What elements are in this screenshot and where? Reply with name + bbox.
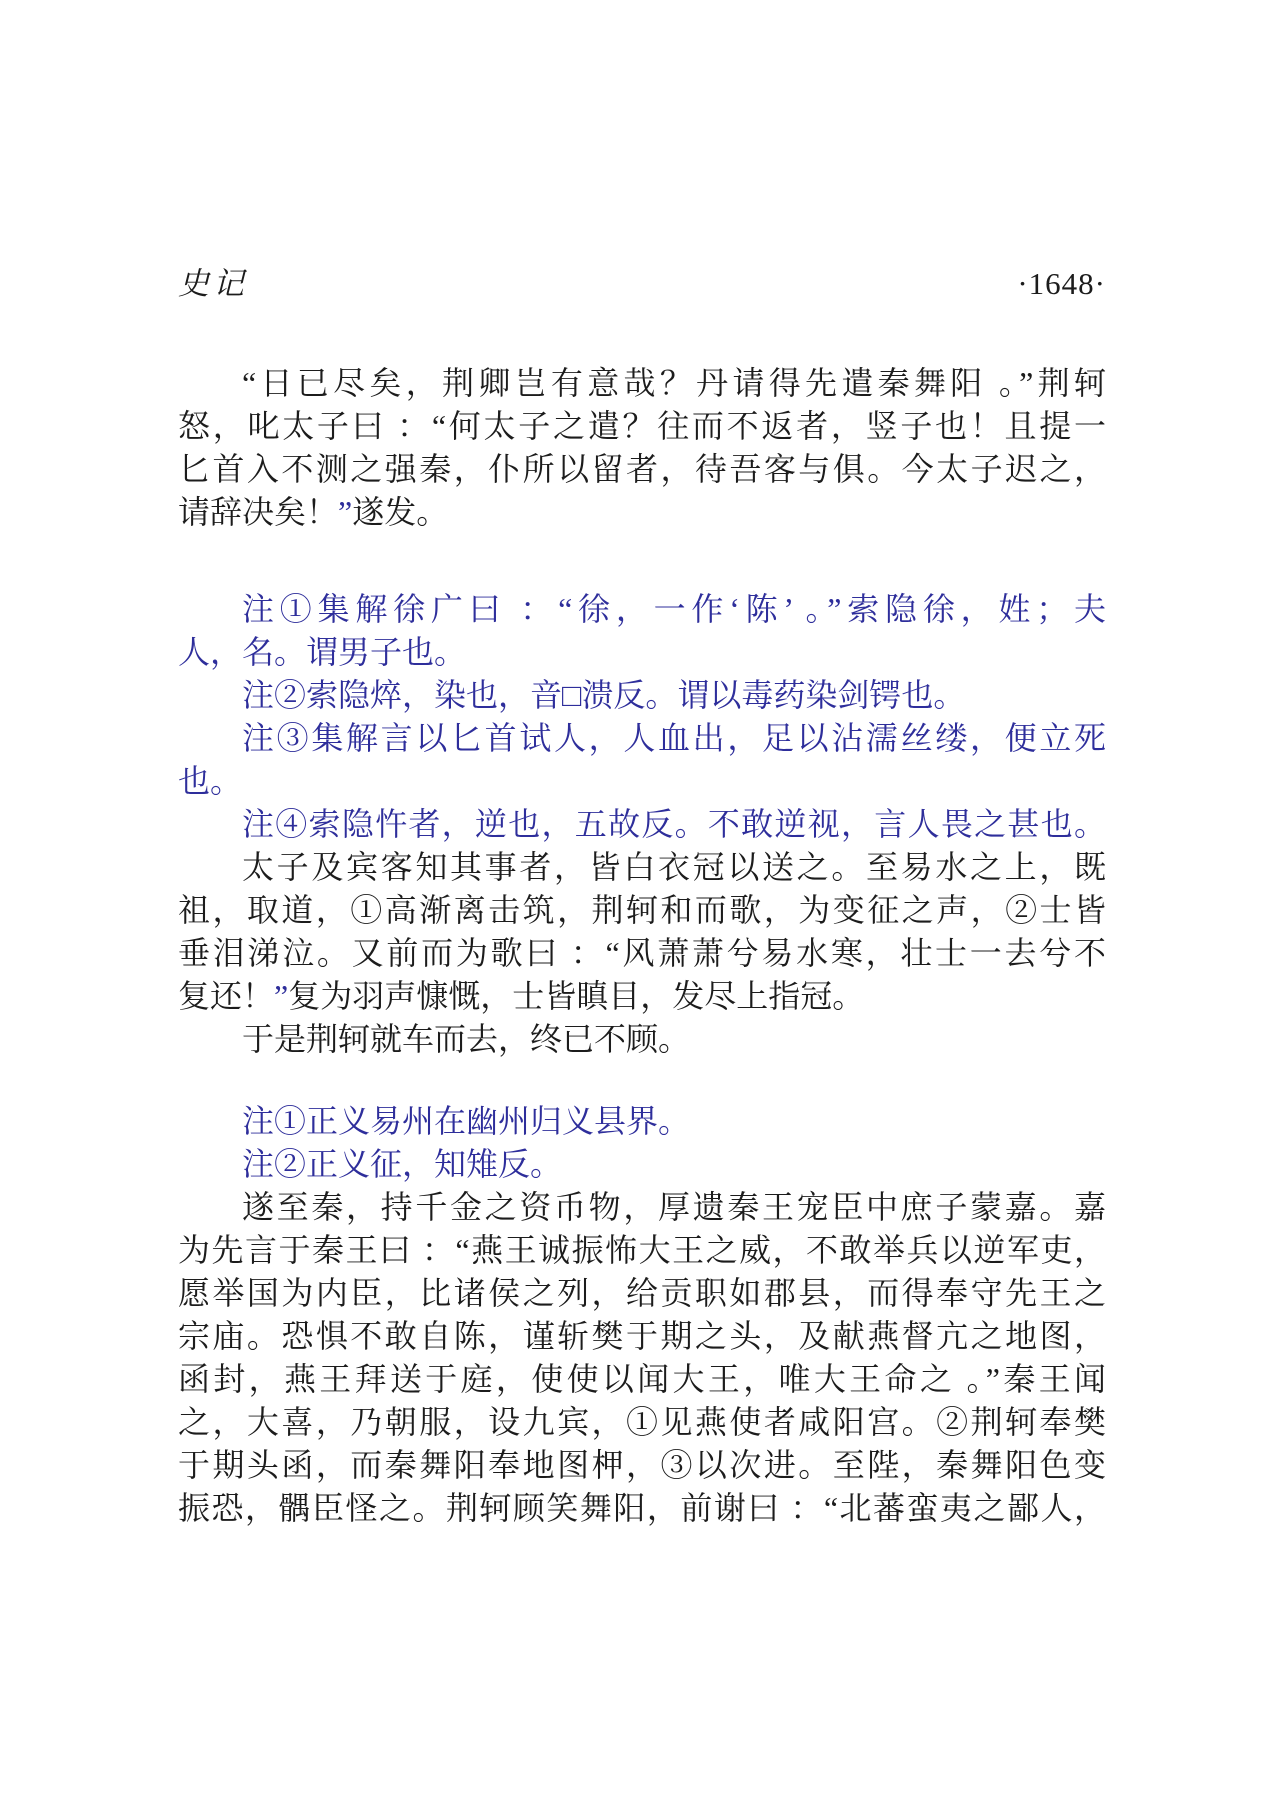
text-line [178,1018,1106,1061]
text-line [178,1358,1106,1401]
text-line [178,1315,1106,1358]
annotation-text: 也。 [178,763,243,799]
annotation-text: 注②索隐焠，染也，音□溃反。谓以毒药染剑锷也。 [242,677,966,713]
annotation-text: ” [274,978,289,1014]
text-line [178,717,1106,760]
body-text: 于是荆轲就车而去，终已不顾。 [242,1021,691,1057]
running-head-book-title: 史记 [178,266,248,301]
annotation-text: ” [338,494,353,530]
body-text: 遂至秦，持千金之资币物，厚遗秦王宠臣中庶子蒙嘉。嘉 [242,1189,1106,1225]
text-line [178,1401,1106,1444]
text-line [178,491,1106,534]
body-text: 宗庙。恐惧不敢自陈，谨斩樊于期之头，及献燕督亢之地图， [178,1318,1106,1354]
paragraph-gap [178,1061,1106,1100]
text-line [178,932,1106,975]
body-text: 太子及宾客知其事者，皆白衣冠以送之。至易水之上，既 [242,849,1106,885]
body-text: 复还！ [178,978,275,1014]
text-line [178,448,1106,491]
text-line [178,631,1106,674]
body-text: 祖，取道，①高渐离击筑，荆轲和而歌，为变征之声，②士皆 [178,892,1106,928]
body-text: 之，大喜，乃朝服，设九宾，①见燕使者咸阳宫。②荆轲奉樊 [178,1404,1106,1440]
text-line [178,1100,1106,1143]
body-text: 函封，燕王拜送于庭，使使以闻大王，唯大王命之 。”秦王闻 [178,1361,1106,1397]
body-text: 怒，叱太子曰 ：“何太子之遣？往而不返者，竖子也！且提一 [178,408,1106,444]
body-text: 愿举国为内臣，比诸侯之列，给贡职如郡县，而得奉守先王之 [178,1275,1106,1311]
annotation-text: 注③集解言以匕首试人，人血出，足以沾濡丝缕，便立死 [242,720,1106,756]
text-line [178,1186,1106,1229]
text-line [178,846,1106,889]
text-line [178,1487,1106,1530]
annotation-text: 注①正义易州在幽州归义县界。 [242,1103,691,1139]
body-text: 遂发。 [352,494,449,530]
text-line [178,1444,1106,1487]
annotation-text: 注④索隐忤者，逆也，五故反。不敢逆视，言人畏之甚也。 [242,806,1106,842]
text-line [178,405,1106,448]
page-number: ·1648· [1017,266,1106,301]
text-line [178,1229,1106,1272]
annotation-text: 注②正义征，知雉反。 [242,1146,563,1182]
text-line [178,889,1106,932]
body-text: 复为羽声慷慨，士皆瞋目，发尽上指冠。 [288,978,865,1014]
body-text: 振恐，髃臣怪之。荆轲顾笑舞阳，前谢曰 ：“北蕃蛮夷之鄙人， [178,1490,1106,1526]
body-text: 匕首入不测之强秦，仆所以留者，待吾客与俱。今太子迟之， [178,451,1106,487]
text-line [178,803,1106,846]
body-text: “日已尽矣，荆卿岂有意哉？丹请得先遣秦舞阳 。”荆轲 [242,365,1106,401]
text-line [178,1143,1106,1186]
page-body [178,362,1106,1530]
text-line [178,588,1106,631]
text-line [178,760,1106,803]
text-line [178,674,1106,717]
text-line [178,362,1106,405]
text-line [178,975,1106,1018]
page-header [178,262,1106,305]
paragraph-gap [178,534,1106,588]
annotation-text: 注①集解徐广曰 ：“徐，一作‘陈’ 。”索隐徐，姓；夫 [242,591,1106,627]
body-text: 于期头函，而秦舞阳奉地图柙，③以次进。至陛，秦舞阳色变 [178,1447,1106,1483]
body-text: 垂泪涕泣。又前而为歌曰 ：“风萧萧兮易水寒，壮士一去兮不 [178,935,1106,971]
text-line [178,1272,1106,1315]
body-text: 请辞决矣！ [178,494,339,530]
annotation-text: 人，名。谓男子也。 [178,634,467,670]
body-text: 为先言于秦王曰 ：“燕王诚振怖大王之威，不敢举兵以逆军吏， [178,1232,1106,1268]
